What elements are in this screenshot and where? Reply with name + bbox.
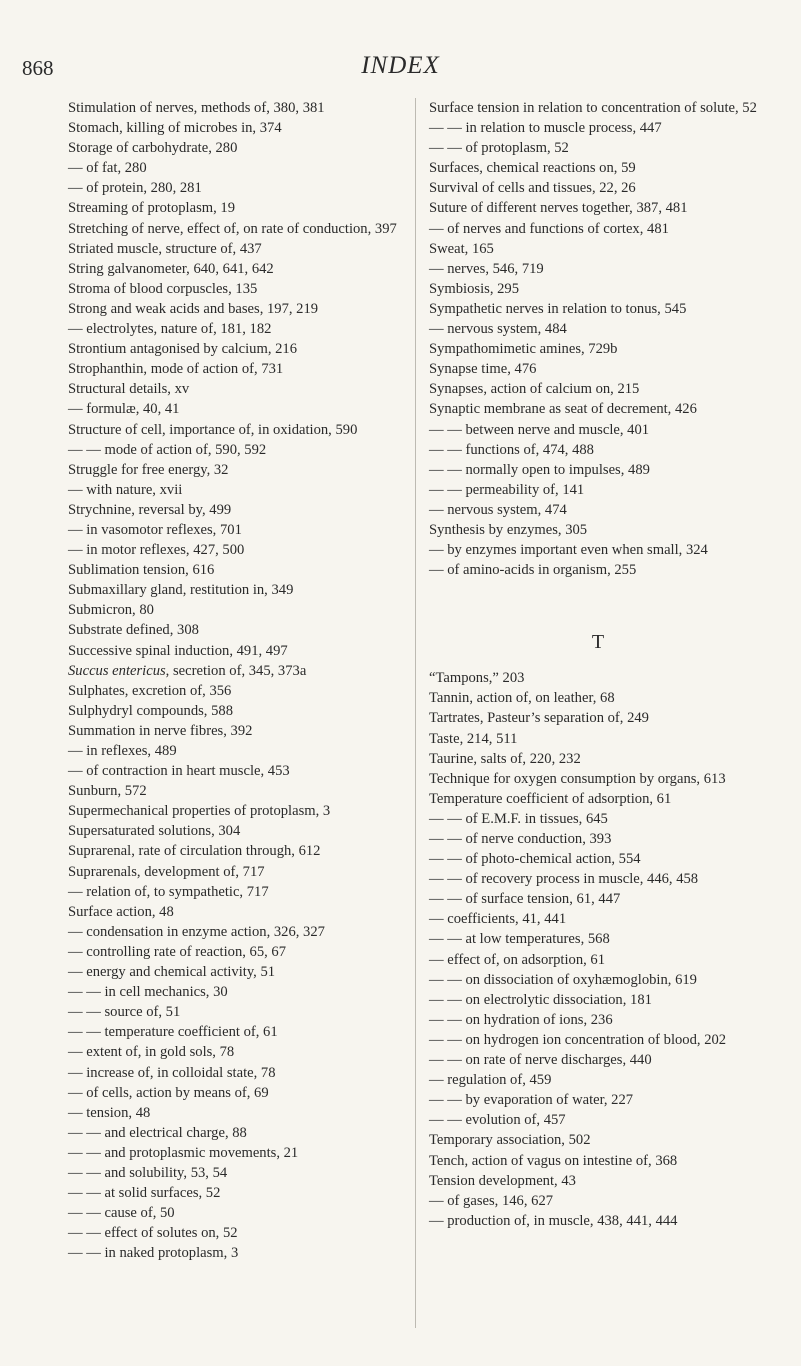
index-entry: Supersaturated solutions, 304: [68, 823, 241, 840]
index-entry: String galvanometer, 640, 641, 642: [68, 260, 274, 277]
index-entry: Successive spinal induction, 491, 497: [68, 642, 288, 659]
index-entry: Storage of carbohydrate, 280: [68, 140, 238, 157]
index-entry: — — and protoplasmic movements, 21: [68, 1144, 299, 1161]
page-number: 868: [22, 56, 54, 80]
index-column-left: [68, 98, 408, 1263]
index-entry: — — at low temperatures, 568: [429, 931, 610, 948]
index-entry: Suprarenal, rate of circulation through, 612: [68, 843, 321, 860]
index-entry: Tartrates, Pasteur’s separation of, 249: [429, 710, 649, 727]
index-entry: Temporary association, 502: [429, 1132, 591, 1149]
index-entry: — — on electrolytic dissociation, 181: [429, 991, 652, 1008]
index-entry: — in reflexes, 489: [68, 743, 177, 759]
section-letter: T: [591, 631, 605, 654]
index-entry: — — in relation to muscle process, 447: [429, 120, 662, 137]
index-entry: — — effect of solutes on, 52: [68, 1225, 238, 1242]
index-entry: Submaxillary gland, restitution in, 349: [68, 582, 294, 599]
index-entry: — production of, in muscle, 438, 441, 444: [429, 1212, 678, 1229]
index-entry: Surfaces, chemical reactions on, 59: [429, 160, 636, 177]
index-entry: — with nature, xvii: [68, 481, 183, 498]
index-entry: — — of protoplasm, 52: [429, 140, 569, 157]
index-entry: — controlling rate of reaction, 65, 67: [68, 943, 287, 960]
index-entry: — tension, 48: [68, 1104, 151, 1121]
index-entry: Stroma of blood corpuscles, 135: [68, 280, 258, 297]
index-entry: — in vasomotor reflexes, 701: [68, 521, 242, 538]
index-entry: — — on hydrogen ion concentration of blood, 202: [429, 1031, 727, 1048]
index-entry: — — and solubility, 53, 54: [68, 1164, 228, 1181]
index-entry: Stretching of nerve, effect of, on rate of conduction, 397: [68, 220, 397, 237]
index-entry: Synthesis by enzymes, 305: [429, 521, 588, 538]
index-entry: — — mode of action of, 590, 592: [68, 441, 267, 458]
index-entry: — — evolution of, 457: [429, 1112, 566, 1129]
index-entry: — — of recovery process in muscle, 446, 458: [429, 871, 699, 888]
index-entry: — — on dissociation of oxyhæmoglobin, 619: [429, 971, 697, 988]
index-entry: Streaming of protoplasm, 19: [68, 200, 235, 217]
index-entry: Strychnine, reversal by, 499: [68, 501, 232, 518]
index-entry: — — functions of, 474, 488: [429, 441, 594, 458]
index-entry: Taurine, salts of, 220, 232: [429, 750, 581, 767]
index-entry: — of amino-acids in organism, 255: [429, 562, 637, 579]
index-entry: Sympathetic nerves in relation to tonus, 545: [429, 300, 687, 317]
index-entry: — by enzymes important even when small, 324: [429, 542, 708, 559]
index-entry: Stimulation of nerves, methods of, 380, 381: [68, 100, 325, 116]
index-entry: — — cause of, 50: [68, 1205, 175, 1222]
index-column-right: [429, 98, 767, 1231]
index-entry: Supermechanical properties of protoplasm, 3: [68, 803, 331, 820]
index-entry: Strontium antagonised by calcium, 216: [68, 341, 298, 358]
index-entry: — — on hydration of ions, 236: [429, 1011, 613, 1028]
index-section-t: [429, 668, 767, 1231]
index-entry: Succus entericus, secretion of, 345, 373a: [68, 662, 307, 679]
index-entry: — condensation in enzyme action, 326, 327: [68, 923, 325, 940]
index-entry: Sweat, 165: [429, 240, 494, 257]
index-entry: Strong and weak acids and bases, 197, 219: [68, 300, 319, 317]
index-entry: — — of photo-chemical action, 554: [429, 851, 641, 868]
index-entry: — — in naked protoplasm, 3: [68, 1245, 239, 1262]
index-entry: Structural details, xv: [68, 381, 190, 398]
index-entry: — — by evaporation of water, 227: [429, 1092, 634, 1109]
index-entry: Stomach, killing of microbes in, 374: [68, 120, 282, 137]
index-entry: — of cells, action by means of, 69: [68, 1084, 269, 1101]
index-entry: — — at solid surfaces, 52: [68, 1185, 221, 1202]
index-entry: Survival of cells and tissues, 22, 26: [429, 180, 636, 197]
index-entry: — extent of, in gold sols, 78: [68, 1044, 235, 1061]
index-entry: Tannin, action of, on leather, 68: [429, 690, 615, 707]
index-entry: — nervous system, 474: [429, 501, 567, 518]
index-entry: Technique for oxygen consumption by organs, 613: [429, 770, 726, 787]
index-entry: Surface tension in relation to concentration of solute, 52: [429, 100, 757, 116]
column-divider: [415, 98, 416, 1328]
index-entry: — of gases, 146, 627: [429, 1192, 554, 1209]
index-entry: Tension development, 43: [429, 1172, 576, 1189]
index-entry: — effect of, on adsorption, 61: [429, 951, 606, 968]
index-entry: Sublimation tension, 616: [68, 562, 215, 579]
index-entry: Synapse time, 476: [429, 361, 537, 378]
index-entry: — — of nerve conduction, 393: [429, 831, 612, 847]
index-entry: — formulæ, 40, 41: [68, 401, 180, 418]
index-entry: Strophanthin, mode of action of, 731: [68, 361, 284, 378]
index-entry: Synapses, action of calcium on, 215: [429, 381, 640, 398]
index-entry: Structure of cell, importance of, in oxidation, 590: [68, 421, 358, 438]
index-entry: — — on rate of nerve discharges, 440: [429, 1052, 652, 1069]
index-entry: Synaptic membrane as seat of decrement, 426: [429, 401, 697, 418]
page-title: INDEX: [361, 52, 440, 79]
italic-term: Succus entericus: [68, 662, 166, 679]
index-entry: Suture of different nerves together, 387, 481: [429, 200, 688, 217]
index-entry: Struggle for free energy, 32: [68, 461, 229, 478]
index-entry: — — in cell mechanics, 30: [68, 984, 228, 1001]
index-entry: — — permeability of, 141: [429, 481, 585, 498]
index-entry: — of protein, 280, 281: [68, 180, 202, 197]
index-entry: — — of surface tension, 61, 447: [429, 891, 621, 908]
index-entry: — — of E.M.F. in tissues, 645: [429, 810, 608, 827]
index-entry: — nervous system, 484: [429, 321, 567, 338]
index-entry: “Tampons,” 203: [429, 670, 525, 687]
index-entry: Taste, 214, 511: [429, 730, 518, 747]
index-entry: Submicron, 80: [68, 602, 154, 619]
index-entry: — — between nerve and muscle, 401: [429, 421, 650, 438]
index-entry: Sulphydryl compounds, 588: [68, 702, 233, 719]
index-entry: Symbiosis, 295: [429, 280, 520, 297]
index-entry: — regulation of, 459: [429, 1072, 552, 1089]
index-entry: — of nerves and functions of cortex, 481: [429, 220, 669, 237]
index-entry: — nerves, 546, 719: [429, 260, 544, 277]
index-entry: — energy and chemical activity, 51: [68, 964, 276, 981]
index-entry: Striated muscle, structure of, 437: [68, 240, 262, 257]
index-entry: Temperature coefficient of adsorption, 61: [429, 790, 672, 807]
index-entry: Suprarenals, development of, 717: [68, 863, 265, 880]
index-entry: — — normally open to impulses, 489: [429, 461, 650, 478]
index-entry: — increase of, in colloidal state, 78: [68, 1064, 276, 1081]
index-section-s: [429, 98, 767, 580]
index-entry: — coefficients, 41, 441: [429, 911, 567, 928]
index-entry: — — temperature coefficient of, 61: [68, 1024, 278, 1041]
index-entry: Sunburn, 572: [68, 783, 147, 800]
index-entry: Surface action, 48: [68, 903, 174, 920]
index-entry: Substrate defined, 308: [68, 622, 199, 639]
index-entry: Summation in nerve fibres, 392: [68, 722, 253, 739]
index-entry: — of fat, 280: [68, 160, 147, 177]
index-entry: — relation of, to sympathetic, 717: [68, 883, 269, 900]
index-entry: Tench, action of vagus on intestine of, 368: [429, 1152, 678, 1169]
index-entry: — of contraction in heart muscle, 453: [68, 763, 290, 780]
index-entry: — in motor reflexes, 427, 500: [68, 542, 245, 559]
index-entry: — — source of, 51: [68, 1004, 181, 1021]
index-entry: — electrolytes, nature of, 181, 182: [68, 321, 272, 338]
index-entry: Sympathomimetic amines, 729b: [429, 341, 618, 358]
index-entry: Sulphates, excretion of, 356: [68, 682, 232, 699]
index-entry: — — and electrical charge, 88: [68, 1124, 247, 1141]
